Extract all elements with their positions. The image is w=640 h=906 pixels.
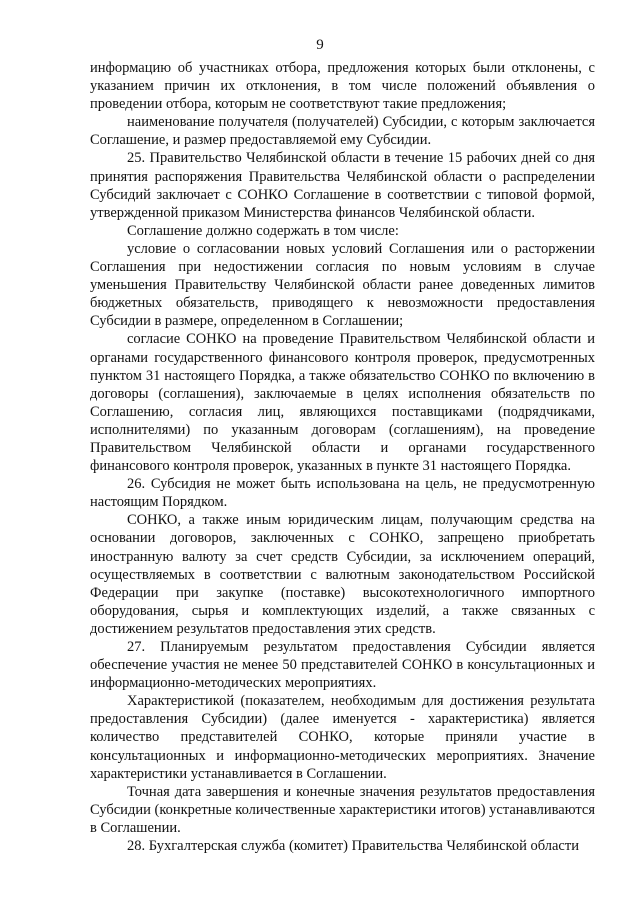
paragraph-agreement-contents: Соглашение должно содержать в том числе: <box>127 222 399 239</box>
paragraph-item-26: 26. Субсидия не может быть использована на цель, не предусмотренную настоящим Порядком. <box>90 476 595 511</box>
paragraph-item-25: 25. Правительство Челябинской области в течение 15 рабочих дней со дня принятия распоряжения Правительства Челябинской области о распределении Субсидий заключает с СОНКО Соглашение в соответствии с типовой формой, утвержденной приказом Министерства финансов Челябинской области. <box>90 150 595 221</box>
paragraph-item-27: 27. Планируемым результатом предоставления Субсидии является обеспечение участия не менее 50 представителей СОНКО в консультационных и информационно-методических мероприятиях. <box>90 639 595 692</box>
paragraph-exact-date: Точная дата завершения и конечные значения результатов предоставления Субсидии (конкретные количественные характеристики итогов) устанавливаются в Соглашении. <box>90 783 595 836</box>
page-number: 9 <box>316 37 324 53</box>
paragraph-new-conditions: условие о согласовании новых условий Соглашения или о расторжении Соглашения при недостижении согласия по новым условиям в случае уменьшения Правительству Челябинской области ранее доведенных лимитов бюджетных обязательств, приводящего к невозможности предоставления Субсидии в размере, определенном в Соглашении; <box>90 240 595 330</box>
paragraph-recipient-name: наименование получателя (получателей) Субсидии, с которым заключается Соглашение, и размер предоставляемой ему Субсидии. <box>90 114 595 149</box>
paragraph-rejected-proposals: информацию об участниках отбора, предложения которых были отклонены, с указанием причин их отклонения, в том числе положений объявления о проведении отбора, которым не соответствуют такие предложения; <box>90 60 595 113</box>
paragraph-currency-ban: СОНКО, а также иным юридическим лицам, получающим средства на основании договоров, заключенных с СОНКО, запрещено приобретать иностранную валюту за счет средств Субсидии, за исключением операций, осуществляемых в соответствии с валютным законодательством Российской Федерации при закупке (поставке) высокотехнологичного импортного оборудования, сырья и комплектующих изделий, а также связанных с достижением результатов предоставления этих средств. <box>90 512 595 637</box>
paragraph-item-28: 28. Бухгалтерская служба (комитет) Правительства Челябинской области <box>127 838 579 855</box>
paragraph-audit-consent: согласие СОНКО на проведение Правительством Челябинской области и органами государственного финансового контроля проверок, предусмотренных пунктом 31 настоящего Порядка, а также обязательство СОНКО по включению в договоры (соглашения), заключаемые в целях исполнения обязательств по Соглашению, согласия лиц, являющихся поставщиками (подрядчиками, исполнителями) по указанным договорам (соглашениям), на проведение Правительством Челябинской области и органами государственного финансового контроля проверок, указанных в пункте 31 настоящего Порядка. <box>90 331 595 475</box>
document-body <box>90 59 595 855</box>
paragraph-characteristic: Характеристикой (показателем, необходимым для достижения результата предоставления Субсидии) (далее именуется - характеристика) является количество представителей СОНКО, которые приняли участие в консультационных и информационно-методических мероприятиях. Значение характеристики устанавливается в Соглашении. <box>90 693 595 782</box>
